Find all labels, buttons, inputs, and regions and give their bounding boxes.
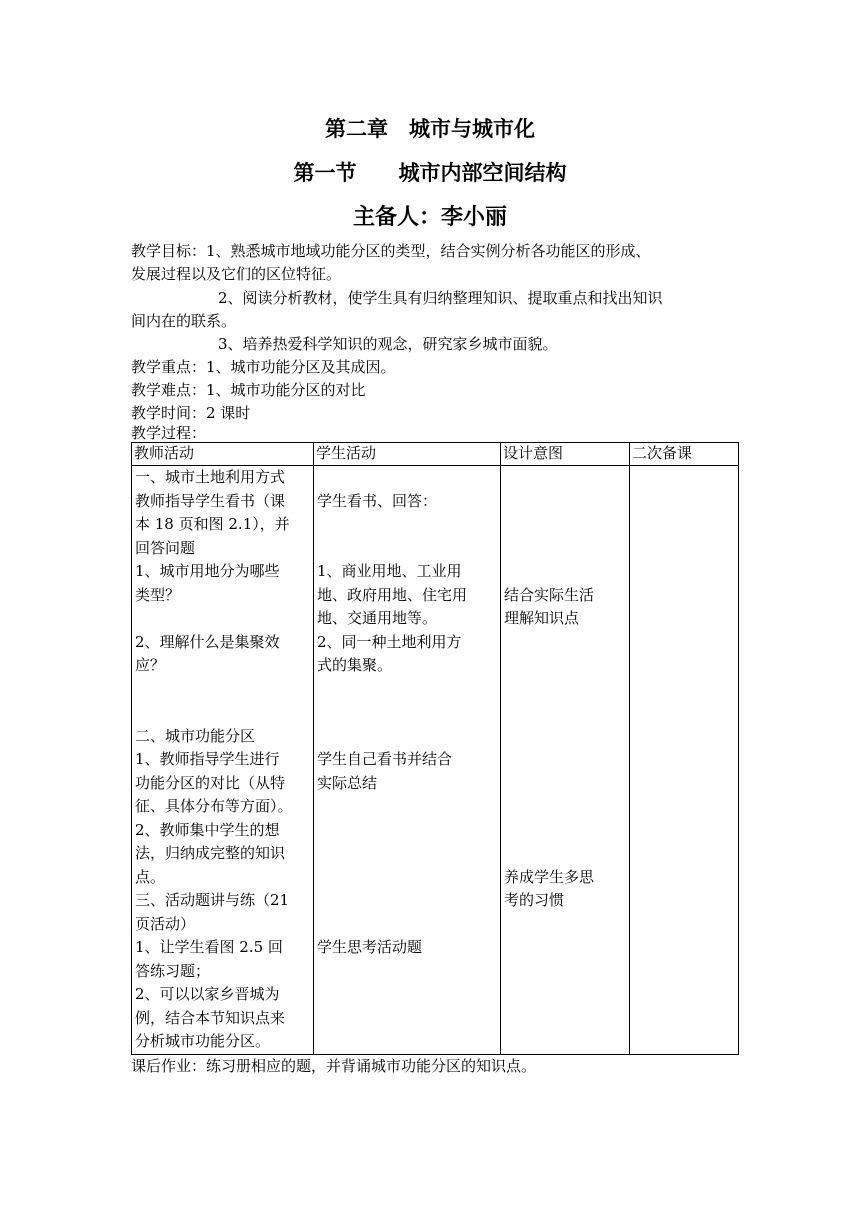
student-line: 式的集聚。 (317, 656, 393, 674)
teacher-line: 一、城市土地利用方式 (135, 468, 286, 486)
student-line (317, 819, 497, 843)
process-label: 教学过程： (131, 424, 207, 442)
student-line: 1、商业用地、工业用 (317, 562, 462, 580)
student-line: 学生自己看书并结合 (317, 750, 453, 768)
design-line (504, 678, 626, 702)
teaching-time: 教学时间：2 课时 (131, 404, 251, 422)
student-line: 实际总结 (317, 773, 378, 792)
student-line (317, 889, 497, 913)
student-line (317, 466, 497, 490)
design-line: 养成学生多思 (504, 867, 595, 886)
teacher-line: 类型？ (135, 585, 181, 604)
design-line (504, 513, 626, 537)
teacher-line: 三、活动题讲与练（21 (135, 891, 290, 909)
goal-line-2: 发展过程以及它们的区位特征。 (131, 265, 342, 283)
teacher-line: 功能分区的对比（从特 (135, 773, 286, 792)
student-line: 学生看书、回答： (317, 491, 438, 510)
teacher-line (135, 607, 310, 631)
second-prep-cell (630, 466, 739, 1055)
header-second: 二次备课 (630, 443, 739, 466)
teacher-line: 2、教师集中学生的想 (135, 820, 280, 839)
design-line (504, 725, 626, 749)
teacher-line (135, 678, 310, 702)
design-line (504, 819, 626, 843)
homework: 课后作业：练习册相应的题，并背诵城市功能分区的知识点。 (131, 1057, 537, 1075)
lesson-plan-table (131, 442, 739, 1055)
design-line (504, 701, 626, 725)
design-line (504, 772, 626, 796)
design-line (504, 466, 626, 490)
student-line (317, 513, 497, 537)
teacher-line: 1、城市用地分为哪些 (135, 562, 280, 580)
design-line: 结合实际生活 (504, 585, 595, 604)
design-line (504, 654, 626, 678)
goal-line-1: 教学目标：1、熟悉城市地域功能分区的类型，结合实例分析各功能区的形成、 (131, 242, 651, 260)
teacher-line: 应？ (135, 656, 166, 674)
student-line: 地、政府用地、住宅用 (317, 585, 468, 604)
student-line (317, 725, 497, 749)
teacher-line: 本 18 页和图 2.1），并 (135, 515, 290, 533)
teacher-activity-cell (132, 466, 314, 1055)
goal-line-4: 间内在的联系。 (131, 312, 237, 330)
teacher-line: 分析城市功能分区。 (135, 1032, 271, 1050)
teacher-line (135, 701, 310, 725)
chapter-title: 第二章 城市与城市化 (325, 117, 535, 141)
student-line: 地、交通用地等。 (317, 609, 438, 627)
design-intent-cell (501, 466, 630, 1055)
table-row (132, 466, 739, 1055)
student-line (317, 678, 497, 702)
author: 主备人：李小丽 (352, 205, 507, 230)
teacher-line: 2、理解什么是集聚效 (135, 632, 280, 651)
design-line: 理解知识点 (504, 609, 580, 627)
header-student: 学生活动 (314, 443, 501, 466)
student-line (317, 701, 497, 725)
teacher-line: 教师指导学生看书（课 (135, 491, 286, 510)
design-line (504, 537, 626, 561)
student-line (317, 842, 497, 866)
student-line (317, 537, 497, 561)
design-line (504, 631, 626, 655)
design-line (504, 490, 626, 514)
student-line (317, 866, 497, 890)
goal-line-5: 3、培养热爱科学知识的观念，研究家乡城市面貌。 (218, 335, 558, 353)
student-line: 2、同一种土地利用方 (317, 632, 462, 651)
teacher-line: 页活动） (135, 914, 196, 933)
student-line: 学生思考活动题 (317, 938, 423, 956)
teacher-line: 回答问题 (135, 538, 196, 557)
design-line (504, 748, 626, 772)
teacher-line: 二、城市功能分区 (135, 726, 256, 745)
section-title: 第一节 城市内部空间结构 (293, 161, 567, 185)
teacher-line: 法，归纳成完整的知识 (135, 844, 286, 862)
design-line (504, 842, 626, 866)
design-line (504, 560, 626, 584)
student-line (317, 913, 497, 937)
key-point: 教学重点：1、城市功能分区及其成因。 (131, 358, 396, 376)
teacher-line: 征、具体分布等方面）。 (135, 797, 293, 815)
teacher-line: 答练习题； (135, 961, 211, 980)
teacher-line: 1、教师指导学生进行 (135, 750, 280, 768)
goal-line-3: 2、阅读分析教材，使学生具有归纳整理知识、提取重点和找出知识 (218, 289, 663, 307)
teacher-line: 例，结合本节知识点来 (135, 1008, 286, 1027)
teacher-line: 1、让学生看图 2.5 回 (135, 938, 283, 956)
header-teacher: 教师活动 (132, 443, 314, 466)
teacher-line: 点。 (135, 867, 166, 886)
design-line: 考的习惯 (504, 891, 565, 909)
teacher-line: 2、可以以家乡晋城为 (135, 985, 280, 1003)
header-design: 设计意图 (501, 443, 630, 466)
student-activity-cell (314, 466, 501, 1055)
table-header-row (132, 443, 739, 466)
difficulty: 教学难点：1、城市功能分区的对比 (131, 381, 366, 399)
student-line (317, 795, 497, 819)
design-line (504, 795, 626, 819)
